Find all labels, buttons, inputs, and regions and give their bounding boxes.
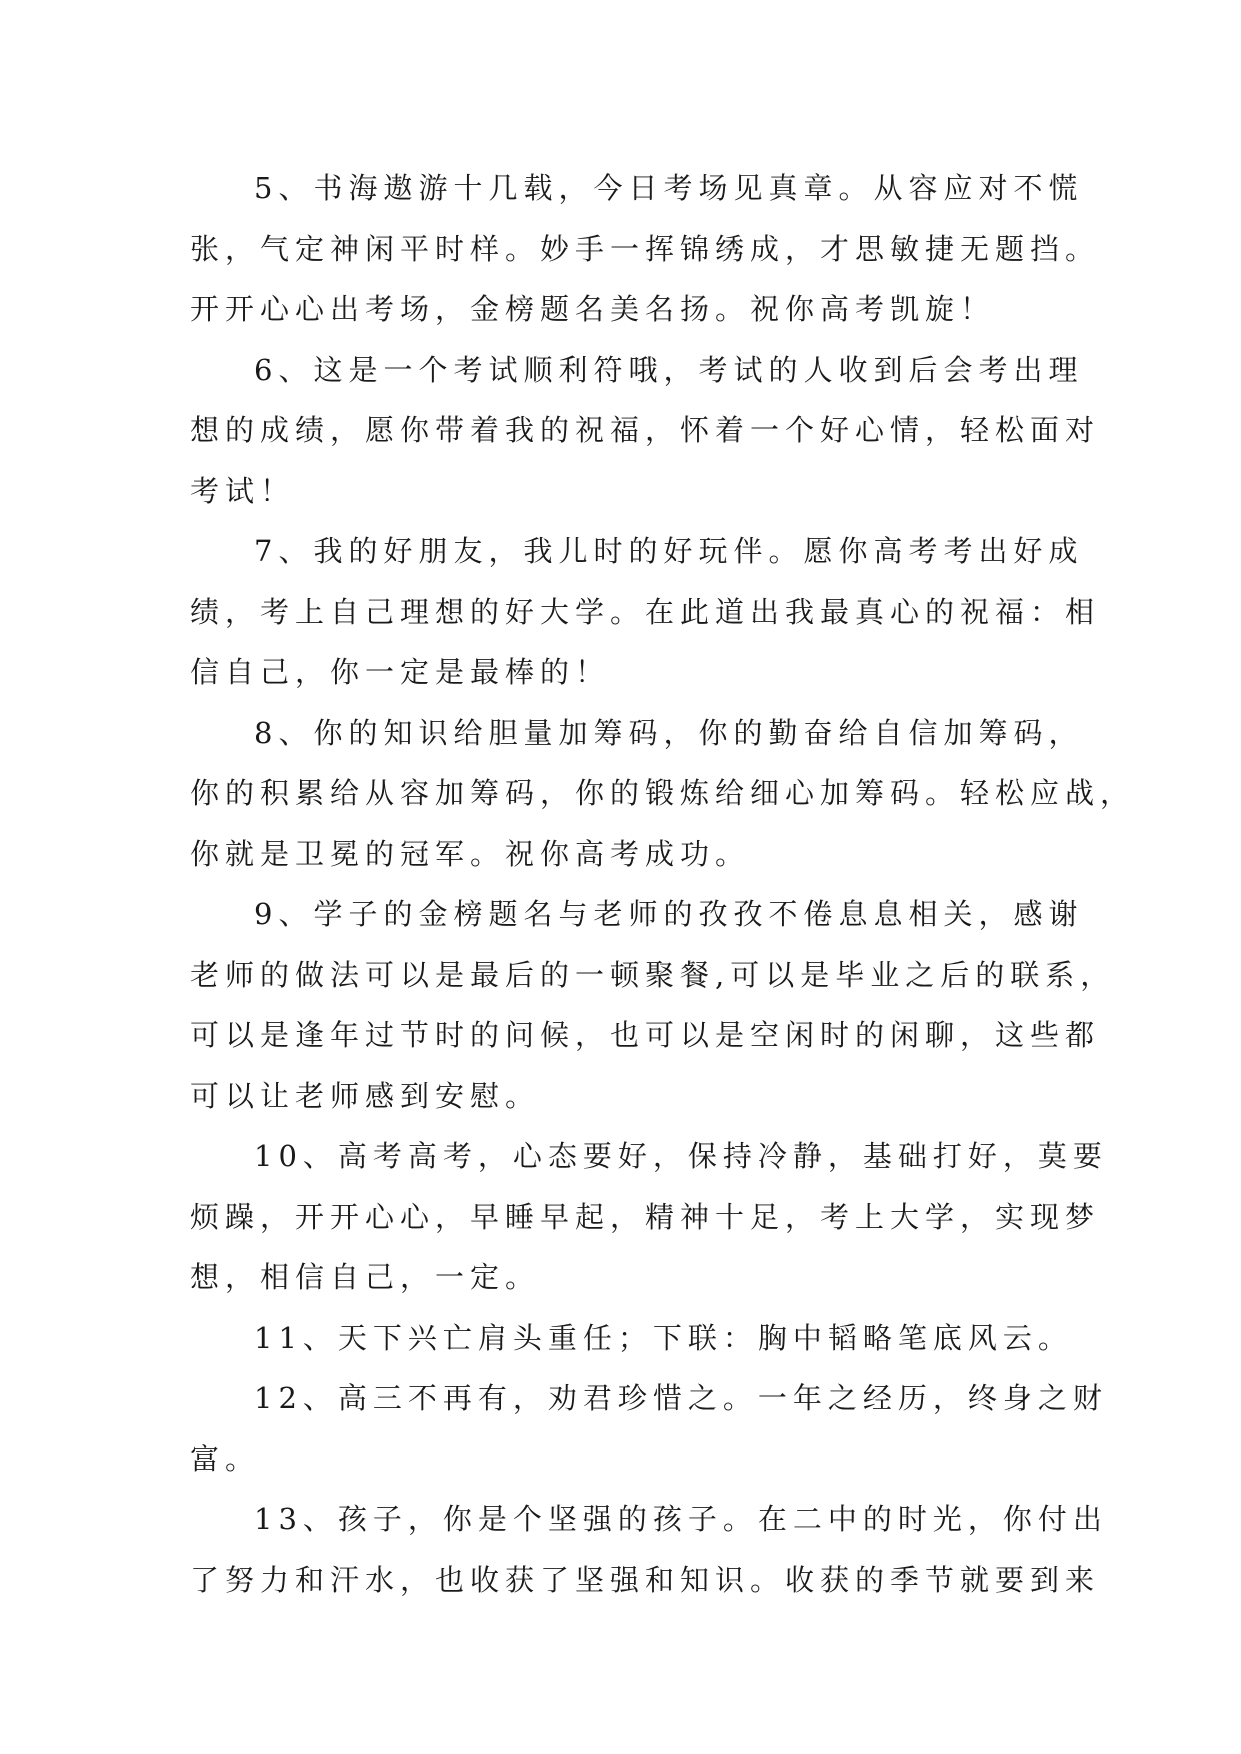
paragraph-line: 10、高考高考，心态要好，保持冷静，基础打好，莫要 [254,1139,1108,1173]
paragraph-line: 考试！ [190,473,296,508]
paragraph-line: 你的积累给从容加筹码，你的锻炼给细心加筹码。轻松应战， [190,776,1136,810]
paragraph-8 [190,703,1136,885]
paragraph-line: 5、书海遨游十几载，今日考场见真章。从容应对不慌 [254,171,1084,205]
paragraph-line: 了努力和汗水，也收获了坚强和知识。收获的季节就要到来 [190,1562,1101,1597]
paragraph-line: 想的成绩，愿你带着我的祝福，怀着一个好心情，轻松面对 [190,413,1101,447]
paragraph-line: 12、高三不再有，劝君珍惜之。一年之经历，终身之财 [254,1381,1108,1415]
paragraph-line: 想，相信自己，一定。 [190,1260,541,1294]
paragraph-line: 烦躁，开开心心，早睡早起，精神十足，考上大学，实现梦 [190,1199,1101,1234]
document-body [190,158,1136,1610]
paragraph-line: 9、学子的金榜题名与老师的孜孜不倦息息相关，感谢 [254,897,1084,931]
paragraph-line: 6、这是一个考试顺利符哦，考试的人收到后会考出理 [254,352,1084,387]
paragraph-line: 可以是逢年过节时的问候，也可以是空闲时的闲聊，这些都 [190,1018,1101,1052]
paragraph-line: 11、天下兴亡肩头重任；下联：胸中韬略笔底风云。 [254,1320,1073,1355]
paragraph-9 [190,884,1116,1126]
paragraph-7 [190,521,1101,703]
paragraph-12 [190,1368,1108,1489]
paragraph-line: 8、你的知识给胆量加筹码，你的勤奋给自信加筹码， [254,715,1084,750]
paragraph-line: 可以让老师感到安慰。 [190,1078,541,1113]
paragraph-line: 张，气定神闲平时样。妙手一挥锦绣成，才思敏捷无题挡。 [190,231,1101,266]
paragraph-5 [190,158,1101,340]
paragraph-6 [190,340,1101,522]
paragraph-line: 老师的做法可以是最后的一顿聚餐,可以是毕业之后的联系， [190,957,1116,992]
paragraph-10 [190,1126,1108,1308]
paragraph-line: 绩，考上自己理想的好大学。在此道出我最真心的祝福：相 [190,594,1101,629]
paragraph-13 [190,1489,1108,1610]
paragraph-line: 你就是卫冕的冠军。祝你高考成功。 [190,836,751,871]
paragraph-line: 7、我的好朋友，我儿时的好玩伴。愿你高考考出好成 [254,534,1084,568]
paragraph-line: 信自己，你一定是最棒的！ [190,655,611,689]
paragraph-line: 13、孩子，你是个坚强的孩子。在二中的时光，你付出 [254,1502,1108,1536]
paragraph-11 [190,1308,1073,1369]
paragraph-line: 开开心心出考场，金榜题名美名扬。祝你高考凯旋！ [190,292,996,326]
paragraph-line: 富。 [190,1441,261,1476]
